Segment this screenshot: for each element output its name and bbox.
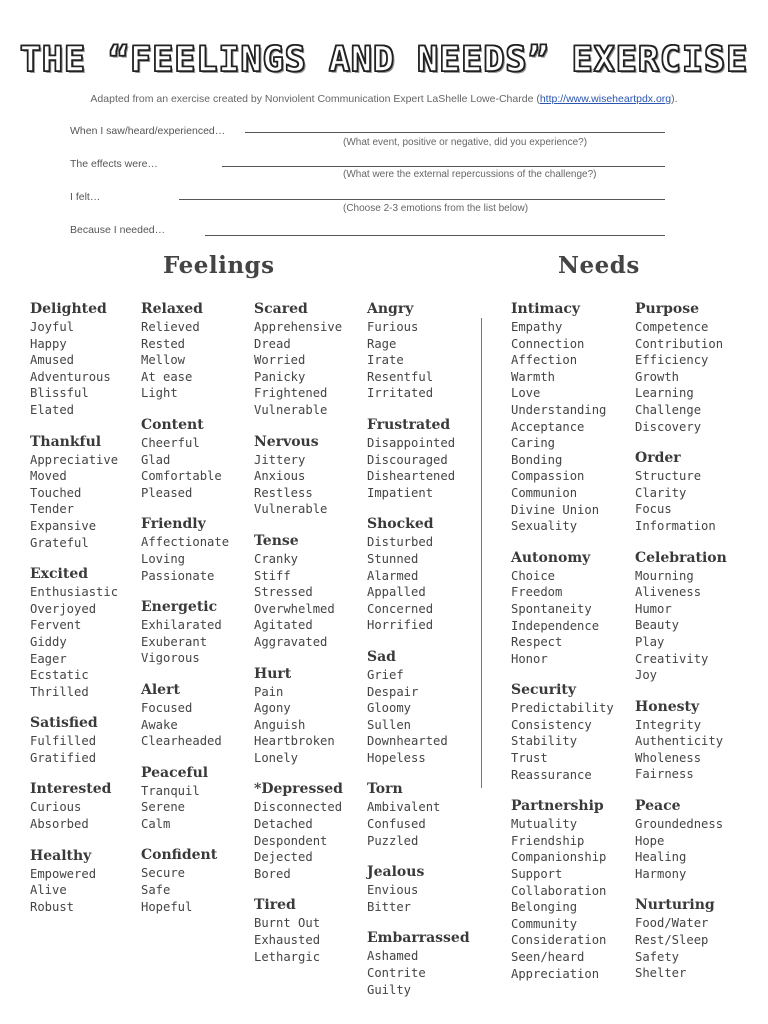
list-item: Friendship xyxy=(511,833,585,848)
list-item: Joyful xyxy=(30,320,75,334)
list-item: Exhilarated xyxy=(141,618,222,633)
list-item: Worried xyxy=(254,353,306,368)
list-item: Ashamed xyxy=(367,949,419,964)
group-title: Healthy xyxy=(30,847,92,864)
list-item: Grief xyxy=(367,667,404,682)
list-item: Apprehensive xyxy=(254,320,343,334)
list-item: Clearheaded xyxy=(141,734,222,749)
feelings-heading: Feelings xyxy=(163,252,275,279)
list-item: Joy xyxy=(635,668,658,683)
feelings-column-4 xyxy=(367,300,492,1012)
emotion-group xyxy=(30,847,155,916)
emotion-group xyxy=(141,416,266,501)
list-item: Puzzled xyxy=(367,833,419,848)
list-item: Jittery xyxy=(254,452,306,467)
group-title: Delighted xyxy=(30,301,107,317)
list-item: Fulfilled xyxy=(30,734,97,749)
list-item: Safe xyxy=(141,883,171,898)
list-item: Panicky xyxy=(254,369,306,384)
emotion-group xyxy=(30,714,155,766)
emotion-group xyxy=(30,780,155,832)
prompt-line-felt[interactable] xyxy=(179,199,665,200)
emotion-group xyxy=(141,764,266,833)
list-item: Happy xyxy=(30,336,67,351)
group-title: Shocked xyxy=(367,516,434,533)
group-title: Order xyxy=(635,450,681,467)
list-item: Harmony xyxy=(635,866,687,881)
list-item: Awake xyxy=(141,717,178,732)
list-item: Pain xyxy=(254,684,284,699)
list-item: Focus xyxy=(635,502,672,517)
list-item: Rest/Sleep xyxy=(635,933,709,948)
list-item: Alive xyxy=(30,883,67,898)
list-item: Contribution xyxy=(635,336,724,351)
list-item: Irate xyxy=(367,353,404,368)
list-item: Appreciation xyxy=(511,966,600,981)
emotion-group xyxy=(367,863,492,915)
list-item: Wholeness xyxy=(635,750,702,765)
emotion-group xyxy=(635,698,760,783)
group-title: Honesty xyxy=(635,698,700,715)
group-title: Partnership xyxy=(511,798,604,815)
list-item: Anguish xyxy=(254,717,306,732)
list-item: Alarmed xyxy=(367,568,419,583)
list-item: Connection xyxy=(511,336,585,351)
list-item: Warmth xyxy=(511,369,556,384)
group-title: Content xyxy=(141,416,204,433)
group-title: Angry xyxy=(367,301,414,317)
list-item: Stressed xyxy=(254,585,313,600)
emotion-group xyxy=(635,797,760,882)
attribution xyxy=(0,93,768,105)
emotion-group xyxy=(367,648,492,767)
group-title: Excited xyxy=(30,566,89,583)
list-item: Pleased xyxy=(141,485,193,500)
emotion-group xyxy=(511,681,636,783)
list-item: Curious xyxy=(30,800,82,815)
page-title: THE “FEELINGS AND NEEDS” EXERCISE xyxy=(19,40,749,80)
prompt-line-effects[interactable] xyxy=(222,166,665,167)
list-item: Stunned xyxy=(367,551,419,566)
list-item: Tender xyxy=(30,502,75,517)
feelings-column-3 xyxy=(254,300,379,979)
list-item: Communion xyxy=(511,485,578,500)
list-item: Humor xyxy=(635,601,672,616)
list-item: Robust xyxy=(30,899,75,914)
list-item: Ambivalent xyxy=(367,800,441,815)
prompt-hint-saw: (What event, positive or negative, did you experience?) xyxy=(343,137,588,148)
group-title: Interested xyxy=(30,781,112,798)
list-item: Predictability xyxy=(511,701,614,716)
needs-column-1 xyxy=(511,300,636,996)
emotion-group xyxy=(254,300,379,419)
list-item: Beauty xyxy=(635,618,680,633)
list-item: Groundedness xyxy=(635,817,724,832)
emotion-group xyxy=(30,565,155,700)
list-item: Comfortable xyxy=(141,469,222,484)
list-item: Envious xyxy=(367,883,419,898)
list-item: Touched xyxy=(30,485,82,500)
list-item: Frightened xyxy=(254,386,328,401)
emotion-group xyxy=(30,300,155,419)
list-item: Gloomy xyxy=(367,701,412,716)
list-item: Structure xyxy=(635,469,702,484)
list-item: Empathy xyxy=(511,320,563,334)
list-item: Blissful xyxy=(30,386,89,401)
list-item: Disappointed xyxy=(367,435,456,450)
list-item: Love xyxy=(511,386,541,401)
list-item: Discovery xyxy=(635,419,702,434)
list-item: Agitated xyxy=(254,618,313,633)
list-item: Challenge xyxy=(635,402,702,417)
list-item: Enthusiastic xyxy=(30,585,119,600)
list-item: Thrilled xyxy=(30,684,89,699)
list-item: Confused xyxy=(367,817,426,832)
prompt-label-needed: Because I needed… xyxy=(70,224,166,236)
list-item: Overjoyed xyxy=(30,601,97,616)
list-item: Growth xyxy=(635,369,680,384)
group-title: Satisfied xyxy=(30,715,98,732)
list-item: Efficiency xyxy=(635,353,709,368)
group-title: Peaceful xyxy=(141,764,209,781)
list-item: Lonely xyxy=(254,750,299,765)
prompt-hint-effects: (What were the external repercussions of the challenge?) xyxy=(343,169,597,180)
list-item: Grateful xyxy=(30,535,89,550)
list-item: Freedom xyxy=(511,585,563,600)
column-divider xyxy=(481,318,482,788)
list-item: Appalled xyxy=(367,585,426,600)
group-title: Nurturing xyxy=(635,897,715,914)
group-title: Torn xyxy=(367,781,403,798)
group-title: Nervous xyxy=(254,433,319,450)
emotion-group xyxy=(367,929,492,998)
list-item: Cranky xyxy=(254,551,299,566)
list-item: Affection xyxy=(511,353,578,368)
list-item: Agony xyxy=(254,701,291,716)
list-item: Adventurous xyxy=(30,369,111,384)
list-item: Restless xyxy=(254,485,313,500)
list-item: Resentful xyxy=(367,369,434,384)
list-item: Giddy xyxy=(30,634,67,649)
group-title: Embarrassed xyxy=(367,930,470,947)
list-item: Anxious xyxy=(254,469,306,484)
list-item: Vigorous xyxy=(141,651,200,666)
list-item: Bored xyxy=(254,866,291,881)
needs-heading: Needs xyxy=(558,252,640,279)
list-item: Stability xyxy=(511,734,578,749)
group-title: Autonomy xyxy=(511,549,591,566)
group-title: Jealous xyxy=(367,864,425,881)
prompt-label-effects: The effects were… xyxy=(70,158,158,170)
list-item: Healing xyxy=(635,850,687,865)
list-item: Fervent xyxy=(30,618,82,633)
list-item: Aggravated xyxy=(254,634,328,649)
list-item: Food/Water xyxy=(635,916,709,931)
group-title: Energetic xyxy=(141,599,218,616)
emotion-group xyxy=(511,549,636,668)
list-item: Moved xyxy=(30,469,67,484)
prompt-label-felt: I felt… xyxy=(70,191,101,203)
list-item: Detached xyxy=(254,817,313,832)
list-item: Guilty xyxy=(367,982,412,997)
list-item: Acceptance xyxy=(511,419,585,434)
group-title: Scared xyxy=(254,301,308,317)
emotion-group xyxy=(367,416,492,501)
list-item: Impatient xyxy=(367,485,434,500)
feelings-column-1 xyxy=(30,300,155,929)
group-title: Tense xyxy=(254,532,299,549)
list-item: Sullen xyxy=(367,717,412,732)
list-item: Discouraged xyxy=(367,452,448,467)
list-item: Consideration xyxy=(511,933,607,948)
list-item: Tranquil xyxy=(141,783,200,798)
list-item: Aliveness xyxy=(635,585,702,600)
list-item: Mutuality xyxy=(511,817,578,832)
list-item: Competence xyxy=(635,320,709,334)
prompt-line-saw[interactable] xyxy=(245,132,665,133)
feelings-column-2 xyxy=(141,300,266,929)
list-item: Bonding xyxy=(511,452,563,467)
list-item: Ecstatic xyxy=(30,668,89,683)
list-item: Disconnected xyxy=(254,800,343,815)
emotion-group xyxy=(254,665,379,767)
list-item: Exhausted xyxy=(254,933,321,948)
list-item: Cheerful xyxy=(141,435,200,450)
list-item: Hopeless xyxy=(367,750,426,765)
list-item: Concerned xyxy=(367,601,434,616)
group-title: Confident xyxy=(141,847,218,864)
list-item: Elated xyxy=(30,402,75,417)
list-item: Hopeful xyxy=(141,899,193,914)
list-item: Trust xyxy=(511,751,548,766)
list-item: Authenticity xyxy=(635,734,724,749)
emotion-group xyxy=(141,300,266,402)
list-item: Shelter xyxy=(635,966,687,981)
list-item: Creativity xyxy=(635,651,709,666)
emotion-group xyxy=(367,515,492,634)
list-item: Mourning xyxy=(635,568,694,583)
list-item: Vulnerable xyxy=(254,402,328,417)
list-item: Burnt Out xyxy=(254,916,321,931)
list-item: Seen/heard xyxy=(511,950,585,964)
list-item: Respect xyxy=(511,635,563,650)
list-item: Stiff xyxy=(254,568,291,583)
list-item: Support xyxy=(511,867,563,882)
list-item: At ease xyxy=(141,369,193,384)
group-title: *Depressed xyxy=(254,781,343,798)
list-item: Appreciative xyxy=(30,452,119,467)
group-title: Alert xyxy=(141,681,180,698)
group-title: Celebration xyxy=(635,549,727,566)
emotion-group xyxy=(254,896,379,965)
list-item: Fairness xyxy=(635,767,694,782)
emotion-group xyxy=(141,846,266,915)
list-item: Rested xyxy=(141,336,186,351)
list-item: Spontaneity xyxy=(511,601,592,616)
list-item: Irritated xyxy=(367,386,434,401)
emotion-group xyxy=(254,780,379,882)
emotion-group xyxy=(367,780,492,849)
emotion-group xyxy=(30,433,155,552)
list-item: Downhearted xyxy=(367,734,448,749)
prompt-hint-felt: (Choose 2-3 emotions from the list below) xyxy=(343,203,529,214)
list-item: Rage xyxy=(367,336,397,351)
list-item: Belonging xyxy=(511,900,578,915)
list-item: Dread xyxy=(254,336,291,351)
attribution-suffix: ). xyxy=(671,93,678,105)
list-item: Empowered xyxy=(30,866,97,881)
emotion-group xyxy=(635,300,760,435)
list-item: Expansive xyxy=(30,518,97,533)
list-item: Honor xyxy=(511,651,548,666)
list-item: Heartbroken xyxy=(254,734,335,749)
needs-column-2 xyxy=(635,300,760,996)
group-title: Purpose xyxy=(635,301,699,317)
source-link[interactable]: http://www.wiseheartpdx.org xyxy=(539,93,672,105)
list-item: Understanding xyxy=(511,402,607,417)
group-title: Friendly xyxy=(141,516,206,533)
list-item: Consistency xyxy=(511,717,592,732)
list-item: Divine Union xyxy=(511,502,600,517)
group-title: Tired xyxy=(254,897,296,914)
list-item: Contrite xyxy=(367,966,426,981)
list-item: Information xyxy=(635,518,716,533)
list-item: Caring xyxy=(511,436,556,451)
group-title: Hurt xyxy=(254,665,292,682)
list-item: Serene xyxy=(141,800,186,815)
list-item: Safety xyxy=(635,949,680,964)
list-item: Collaboration xyxy=(511,883,607,898)
list-item: Overwhelmed xyxy=(254,601,335,616)
group-title: Peace xyxy=(635,798,681,815)
list-item: Despondent xyxy=(254,833,328,848)
list-item: Calm xyxy=(141,816,171,831)
list-item: Companionship xyxy=(511,850,607,865)
list-item: Secure xyxy=(141,866,186,881)
list-item: Passionate xyxy=(141,568,215,583)
list-item: Integrity xyxy=(635,717,702,732)
emotion-group xyxy=(141,515,266,584)
emotion-group xyxy=(141,681,266,750)
list-item: Disheartened xyxy=(367,469,456,484)
list-item: Mellow xyxy=(141,353,186,368)
list-item: Dejected xyxy=(254,850,313,865)
emotion-group xyxy=(511,797,636,982)
list-item: Bitter xyxy=(367,899,412,914)
list-item: Sexuality xyxy=(511,519,578,534)
emotion-group xyxy=(511,300,636,535)
emotion-group xyxy=(635,549,760,684)
emotion-group xyxy=(254,433,379,518)
list-item: Amused xyxy=(30,353,75,368)
list-item: Vulnerable xyxy=(254,502,328,517)
group-title: Sad xyxy=(367,648,396,665)
list-item: Disturbed xyxy=(367,535,434,550)
list-item: Focused xyxy=(141,700,193,715)
list-item: Hope xyxy=(635,833,665,848)
list-item: Clarity xyxy=(635,485,687,500)
list-item: Exuberant xyxy=(141,634,208,649)
group-title: Security xyxy=(511,682,577,699)
list-item: Despair xyxy=(367,684,419,699)
attribution-prefix: Adapted from an exercise created by Nonviolent Communication Expert LaShelle Lowe-Charde ( xyxy=(90,93,540,105)
list-item: Absorbed xyxy=(30,817,89,832)
prompt-line-needed[interactable] xyxy=(205,235,665,236)
list-item: Affectionate xyxy=(141,535,230,550)
emotion-group xyxy=(141,598,266,667)
emotion-group xyxy=(635,896,760,981)
list-item: Eager xyxy=(30,651,67,666)
list-item: Compassion xyxy=(511,469,585,484)
list-item: Horrified xyxy=(367,618,434,633)
list-item: Play xyxy=(635,634,665,649)
list-item: Furious xyxy=(367,320,419,334)
group-title: Relaxed xyxy=(141,301,203,317)
emotion-group xyxy=(254,532,379,651)
list-item: Lethargic xyxy=(254,949,321,964)
list-item: Loving xyxy=(141,551,186,566)
group-title: Thankful xyxy=(30,433,102,450)
emotion-group xyxy=(367,300,492,402)
list-item: Learning xyxy=(635,386,694,401)
list-item: Glad xyxy=(141,452,171,467)
emotion-group xyxy=(635,449,760,534)
list-item: Community xyxy=(511,916,578,931)
list-item: Relieved xyxy=(141,320,200,334)
prompt-label-saw: When I saw/heard/experienced… xyxy=(70,125,226,137)
group-title: Frustrated xyxy=(367,416,451,433)
list-item: Choice xyxy=(511,568,556,583)
list-item: Gratified xyxy=(30,750,97,765)
list-item: Independence xyxy=(511,618,600,633)
list-item: Reassurance xyxy=(511,767,592,782)
list-item: Light xyxy=(141,386,178,401)
group-title: Intimacy xyxy=(511,301,581,317)
